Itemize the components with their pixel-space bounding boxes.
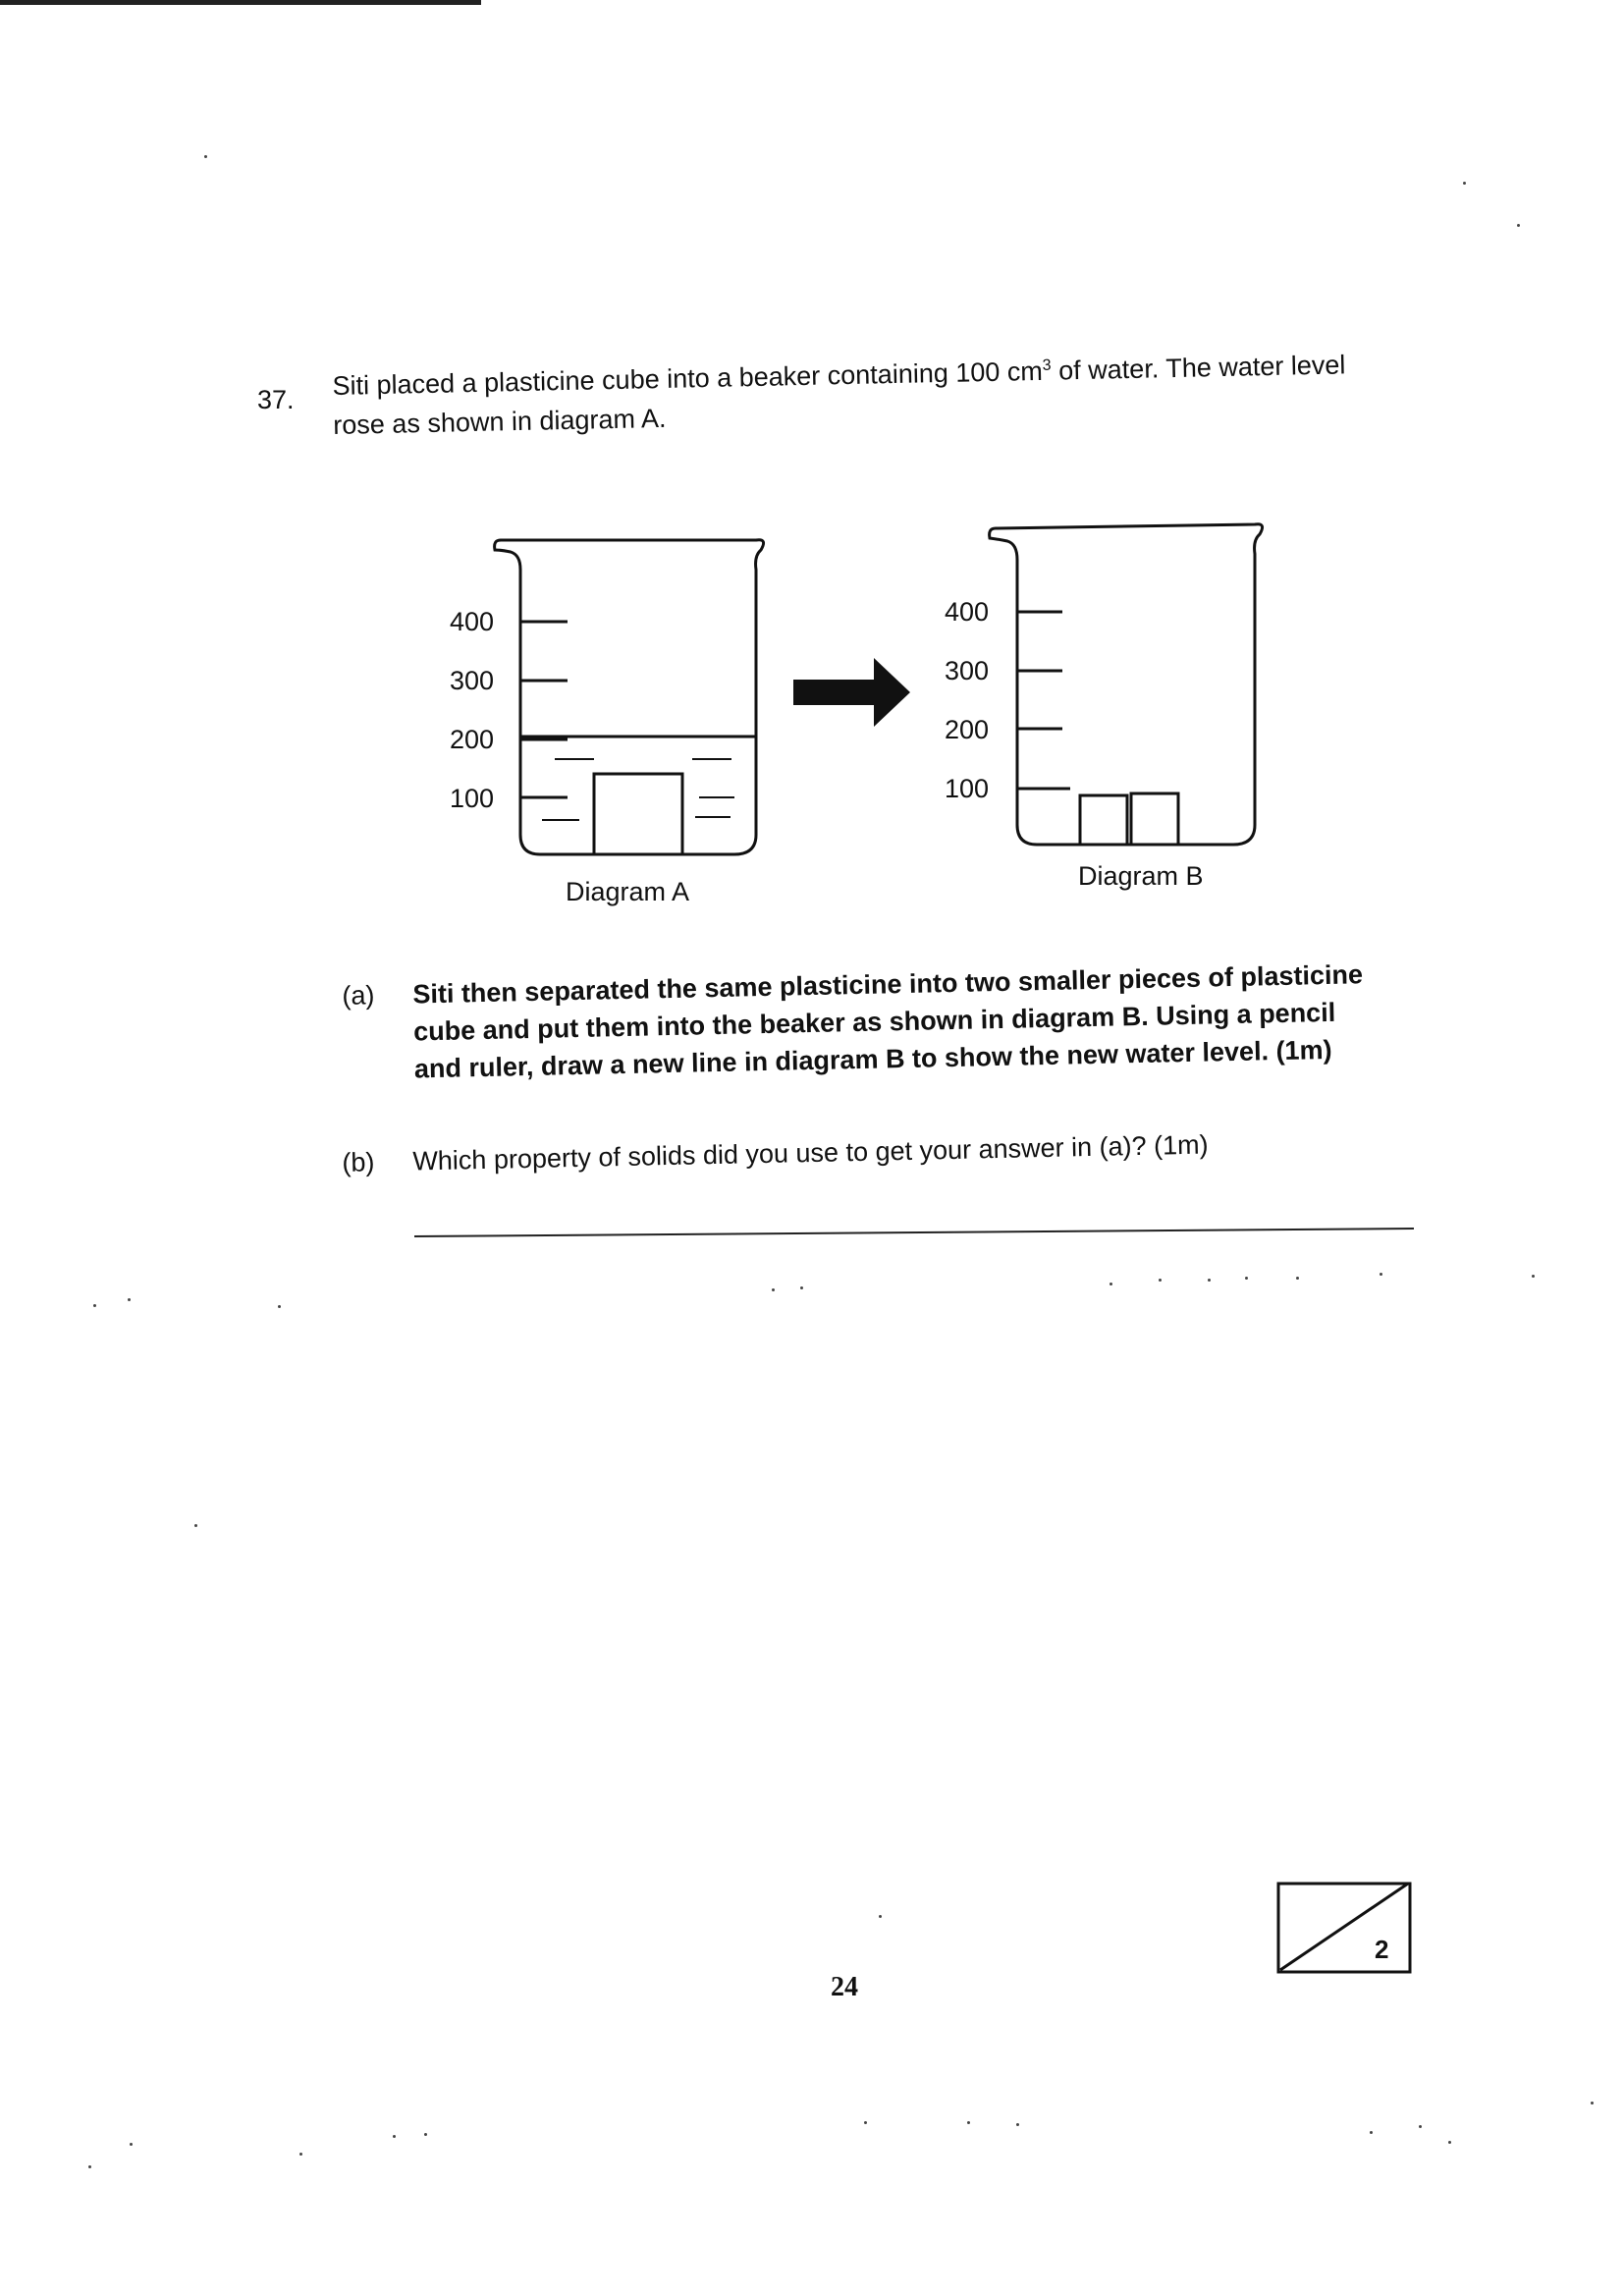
part-a-label: (a): [342, 980, 375, 1011]
scan-speckle: [1591, 2102, 1594, 2105]
scan-speckle: [1296, 1277, 1299, 1280]
right-arrow-icon: [793, 658, 910, 727]
part-b-text: Which property of solids did you use to get your answer in (a)? (1m): [412, 1129, 1209, 1176]
scan-speckle: [204, 155, 207, 158]
scan-speckle: [879, 1915, 882, 1918]
part-b-label: (b): [342, 1147, 375, 1177]
part-a-text: Siti then separated the same plasticine into two smaller pieces of plasticine cube and put them into the beaker as shown in diagram B. Using a pencil and ruler, draw a new line in diagram B to show the new water level. (1m): [412, 959, 1364, 1084]
scale-label-a-400: 400: [450, 607, 495, 636]
marks-box: [1276, 1878, 1414, 1976]
scan-speckle: [772, 1288, 775, 1291]
scan-speckle: [1159, 1279, 1162, 1282]
scan-speckle: [130, 2143, 133, 2146]
scale-label-b-100: 100: [945, 774, 990, 803]
scan-speckle: [128, 1298, 131, 1301]
scan-speckle: [93, 1304, 96, 1307]
scan-speckle: [1532, 1275, 1535, 1278]
scan-speckle: [194, 1524, 197, 1527]
scale-label-b-300: 300: [945, 656, 990, 685]
diagram-b: [990, 524, 1263, 845]
scan-speckle: [299, 2153, 302, 2156]
plasticine-cube: [594, 774, 682, 854]
scan-speckle: [1448, 2141, 1451, 2144]
scan-speckle: [1370, 2131, 1373, 2134]
diagram-a: [495, 540, 764, 854]
plasticine-cube-small-right: [1131, 793, 1178, 845]
scan-speckle: [1110, 1283, 1112, 1285]
scan-speckle: [800, 1286, 803, 1289]
top-rule: [0, 0, 481, 5]
beaker-diagrams: [422, 511, 1286, 923]
scale-label-a-300: 300: [450, 666, 495, 695]
scan-speckle: [864, 2121, 867, 2124]
scan-speckle: [1463, 182, 1466, 185]
plasticine-cube-small-left: [1080, 795, 1127, 845]
scan-speckle: [278, 1305, 281, 1308]
scale-label-a-100: 100: [450, 784, 495, 813]
scan-speckle: [1419, 2125, 1422, 2128]
page-number: 24: [831, 1972, 858, 2002]
scan-speckle: [88, 2165, 91, 2168]
scale-label-b-200: 200: [945, 715, 990, 744]
diagram-a-caption: Diagram A: [566, 877, 690, 906]
scale-label-a-200: 200: [450, 725, 495, 754]
scan-speckle: [1208, 1279, 1211, 1282]
answer-line-b[interactable]: [414, 1228, 1414, 1237]
question-text: [332, 339, 1394, 445]
question-text-tail: of water. The water level rose as shown in diagram A.: [333, 350, 1346, 440]
scan-speckle: [967, 2121, 970, 2124]
scan-speckle: [1016, 2123, 1019, 2126]
scan-speckle: [1380, 1273, 1382, 1276]
question-number: 37.: [257, 385, 295, 414]
question-text-main: Siti placed a plasticine cube into a beaker containing 100 cm: [332, 355, 1044, 401]
scan-speckle: [1517, 224, 1520, 227]
marks-box-total: 2: [1375, 1935, 1389, 1964]
scan-speckle: [424, 2133, 427, 2136]
unit-superscript: 3: [1042, 356, 1052, 374]
scan-speckle: [393, 2135, 396, 2138]
diagram-b-caption: Diagram B: [1078, 861, 1204, 891]
scale-label-b-400: 400: [945, 597, 990, 627]
scan-speckle: [1245, 1277, 1248, 1280]
